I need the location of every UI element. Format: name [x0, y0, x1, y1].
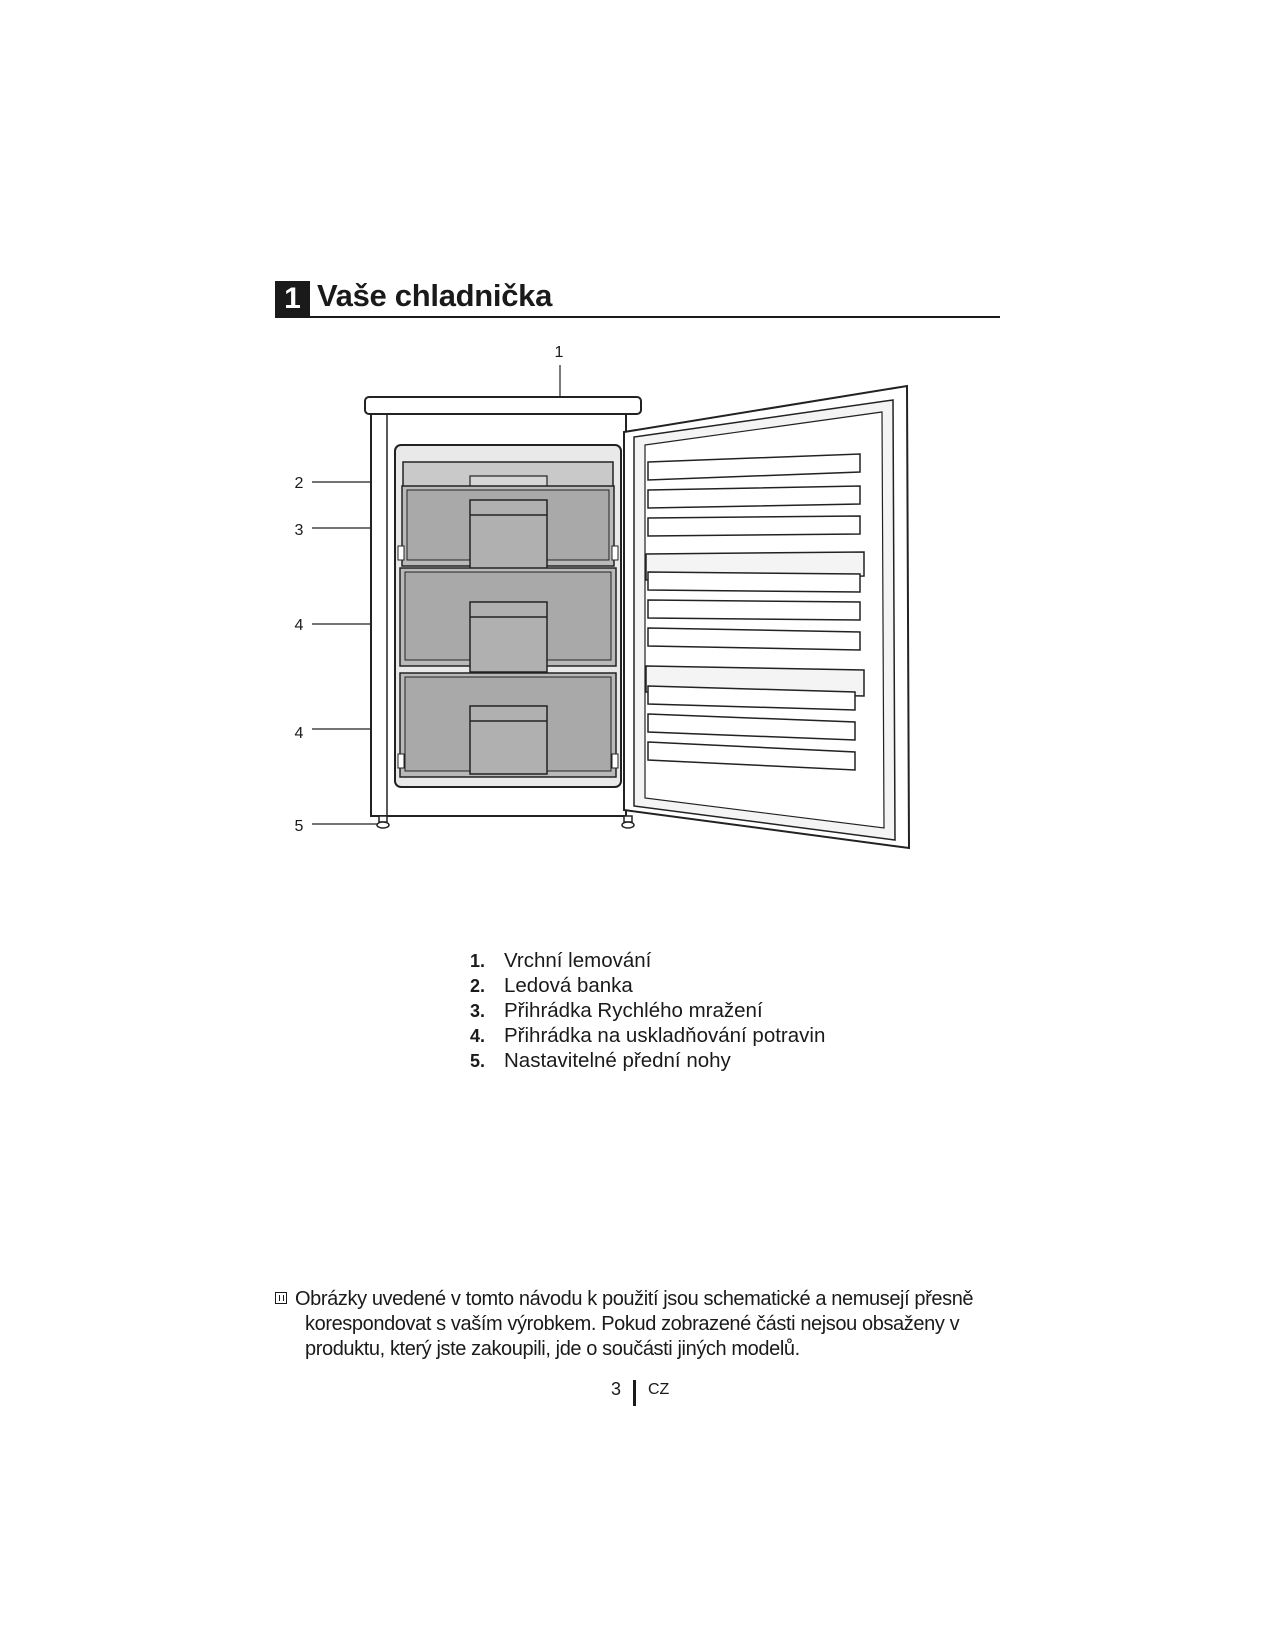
legend-item-number: 1.: [470, 951, 486, 971]
language-code: CZ: [648, 1381, 670, 1398]
legend-item-label: Přihrádka Rychlého mražení: [504, 999, 763, 1022]
legend-item: [470, 1048, 825, 1073]
cabinet: [365, 397, 641, 828]
section-title: Vaše chladnička: [317, 278, 553, 313]
drawer-fast-freeze: [398, 486, 618, 570]
legend-item-number: 3.: [470, 1001, 486, 1021]
footer-divider: [633, 1380, 636, 1406]
legend-item: [470, 948, 825, 973]
drawer-storage-1: [400, 568, 616, 672]
callout-3: 3: [294, 522, 304, 539]
legend-item-number: 5.: [470, 1051, 486, 1071]
legend-item-label: Vrchní lemování: [504, 949, 652, 972]
legend-item-label: Přihrádka na uskladňování potravin: [504, 1024, 826, 1047]
legend-item: [470, 998, 825, 1023]
door: [624, 386, 909, 848]
legend-item-number: 4.: [470, 1026, 486, 1046]
page-number: 3: [611, 1379, 622, 1399]
section-heading: [275, 276, 1000, 318]
callout-5: 5: [294, 818, 304, 835]
legend-item-label: Ledová banka: [504, 974, 633, 997]
door-shelves: [646, 454, 864, 770]
callout-4a: 4: [294, 617, 304, 634]
top-trim: [365, 397, 641, 414]
note-line: korespondovat s vaším výrobkem. Pokud zobrazené části nejsou obsaženy v: [305, 1313, 960, 1335]
drawer-storage-2: [398, 673, 618, 777]
parts-legend: [470, 948, 825, 1073]
info-note: [275, 1287, 995, 1362]
freezer-diagram: [290, 340, 970, 900]
note-line: Obrázky uvedené v tomto návodu k použití jsou schematické a nemusejí přesně: [295, 1288, 974, 1310]
section-number-badge: 1: [275, 281, 310, 316]
legend-item-label: Nastavitelné přední nohy: [504, 1049, 731, 1072]
adjustable-feet: [377, 816, 634, 828]
legend-item: [470, 1023, 825, 1048]
info-icon: [275, 1292, 287, 1304]
note-line: produktu, který jste zakoupili, jde o součásti jiných modelů.: [305, 1338, 800, 1360]
legend-item-number: 2.: [470, 976, 486, 996]
legend-item: [470, 973, 825, 998]
callout-4b: 4: [294, 725, 304, 742]
callout-1: 1: [554, 344, 564, 361]
callout-2: 2: [294, 475, 304, 492]
